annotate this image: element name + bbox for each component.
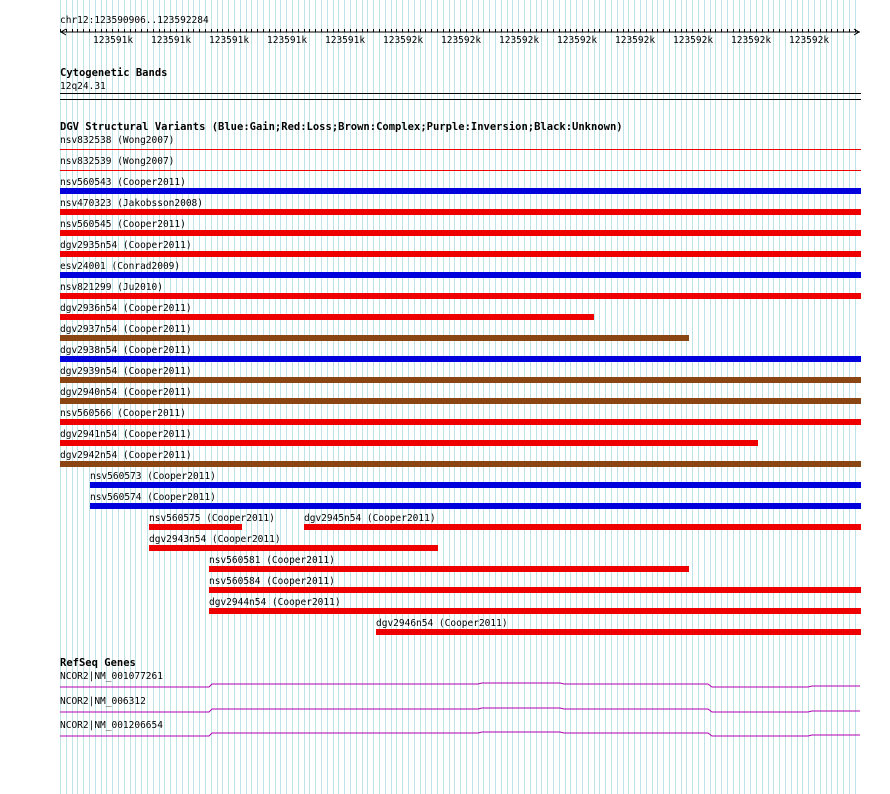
ruler-tick-label: 123592k [789, 35, 830, 46]
transcript-line[interactable] [60, 708, 860, 712]
dgv-track-title: DGV Structural Variants (Blue:Gain;Red:Loss;Brown:Complex;Purple:Inversion;Black:Unknown) [60, 121, 623, 133]
variant-label[interactable]: nsv832538 (Wong2007) [60, 135, 175, 146]
variant-label[interactable]: dgv2938n54 (Cooper2011) [60, 345, 192, 356]
ruler-tick-label: 123592k [615, 35, 656, 46]
cytoband-label: 12q24.31 [60, 81, 106, 92]
variant-label[interactable]: nsv832539 (Wong2007) [60, 156, 175, 167]
ruler-tick-label: 123592k [499, 35, 540, 46]
variant-label[interactable]: dgv2946n54 (Cooper2011) [376, 618, 508, 629]
variant-label[interactable]: dgv2937n54 (Cooper2011) [60, 324, 192, 335]
variant-label[interactable]: dgv2939n54 (Cooper2011) [60, 366, 192, 377]
variant-label[interactable]: nsv560545 (Cooper2011) [60, 219, 186, 230]
cytoband-track-title: Cytogenetic Bands [60, 67, 168, 79]
variant-label[interactable]: nsv560573 (Cooper2011) [90, 471, 216, 482]
variant-label[interactable]: nsv560581 (Cooper2011) [209, 555, 335, 566]
variant-label[interactable]: dgv2945n54 (Cooper2011) [304, 513, 436, 524]
variant-label[interactable]: nsv560566 (Cooper2011) [60, 408, 186, 419]
ruler-tick-label: 123592k [731, 35, 772, 46]
variant-label[interactable]: nsv821299 (Ju2010) [60, 282, 163, 293]
ruler-tick-label: 123591k [267, 35, 308, 46]
ruler-tick-label: 123591k [151, 35, 192, 46]
ruler-tick-label: 123592k [673, 35, 714, 46]
region-coordinates: chr12:123590906..123592284 [60, 15, 209, 26]
transcript-label[interactable]: NCOR2|NM_006312 [60, 696, 146, 707]
variant-label[interactable]: dgv2935n54 (Cooper2011) [60, 240, 192, 251]
variant-label[interactable]: dgv2944n54 (Cooper2011) [209, 597, 341, 608]
variant-label[interactable]: nsv560584 (Cooper2011) [209, 576, 335, 587]
variant-label[interactable]: esv24001 (Conrad2009) [60, 261, 181, 272]
variant-label[interactable]: nsv560543 (Cooper2011) [60, 177, 186, 188]
variant-label[interactable]: dgv2943n54 (Cooper2011) [149, 534, 281, 545]
ruler-tick-label: 123592k [557, 35, 598, 46]
transcript-label[interactable]: NCOR2|NM_001206654 [60, 720, 163, 731]
ruler-tick-label: 123592k [383, 35, 424, 46]
ruler-tick-label: 123591k [325, 35, 366, 46]
variant-label[interactable]: nsv560575 (Cooper2011) [149, 513, 275, 524]
variant-label[interactable]: dgv2942n54 (Cooper2011) [60, 450, 192, 461]
transcript-line[interactable] [60, 732, 860, 736]
ruler-tick-label: 123591k [209, 35, 250, 46]
refseq-track-title: RefSeq Genes [60, 657, 136, 669]
variant-label[interactable]: dgv2936n54 (Cooper2011) [60, 303, 192, 314]
variant-label[interactable]: nsv560574 (Cooper2011) [90, 492, 216, 503]
transcript-label[interactable]: NCOR2|NM_001077261 [60, 671, 163, 682]
ruler-tick-label: 123592k [441, 35, 482, 46]
transcript-line[interactable] [60, 683, 860, 687]
ruler-tick-label: 123591k [93, 35, 134, 46]
variant-label[interactable]: dgv2940n54 (Cooper2011) [60, 387, 192, 398]
variant-label[interactable]: dgv2941n54 (Cooper2011) [60, 429, 192, 440]
variant-label[interactable]: nsv470323 (Jakobsson2008) [60, 198, 203, 209]
